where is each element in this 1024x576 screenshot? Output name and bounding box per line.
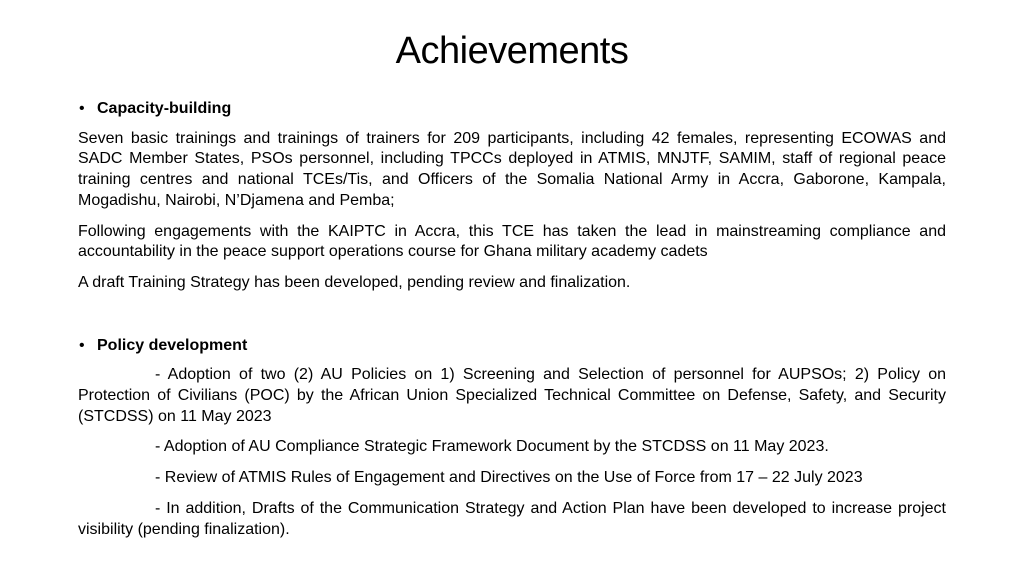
section-heading-policy-development xyxy=(78,336,946,357)
policy-item-atmis-review: - Review of ATMIS Rules of Engagement and Directives on the Use of Force from 17 – 22 July 2023 xyxy=(155,469,863,487)
section-heading-label: Capacity-building xyxy=(97,100,232,117)
bullet-icon: • xyxy=(79,100,85,117)
policy-item-communication-strategy: - In addition, Drafts of the Communication Strategy and Action Plan have been developed to increase project visibility (pending finalization). xyxy=(78,499,946,538)
section-heading-label: Policy development xyxy=(97,336,248,354)
paragraph-training-strategy: A draft Training Strategy has been developed, pending review and finalization. xyxy=(78,273,631,291)
bullet-icon: • xyxy=(79,336,85,354)
policy-item-compliance-framework: - Adoption of AU Compliance Strategic Framework Document by the STCDSS on 11 May 2023. xyxy=(155,438,829,456)
section-heading-capacity-building xyxy=(78,99,946,120)
spacer xyxy=(78,304,946,336)
paragraph-kaiptc: Following engagements with the KAIPTC in Accra, this TCE has taken the lead in mainstreaming compliance and accountability in the peace support operations course for Ghana military academy cadets xyxy=(78,222,946,261)
policy-item-au-policies: - Adoption of two (2) AU Policies on 1) Screening and Selection of personnel for AUPSOs; 2) Policy on Protection of Civilians (POC) by the African Union Specialized Technical Committee on Defense, Safety, and Security (STCDSS) on 11 May 2023 xyxy=(78,366,946,425)
slide-body xyxy=(78,99,946,550)
slide-title: Achievements xyxy=(395,30,629,72)
paragraph-trainings: Seven basic trainings and trainings of trainers for 209 participants, including 42 females, representing ECOWAS and SADC Member States, PSOs personnel, including TPCCs deployed in ATMIS, MNJTF, SAMIM, staff of regional peace training centres and national TCEs/Tis, and Officers of the Somalia National Army in Accra, Gaborone, Kampala, Mogadishu, Nairobi, N’Djamena and Pemba; xyxy=(78,129,946,209)
